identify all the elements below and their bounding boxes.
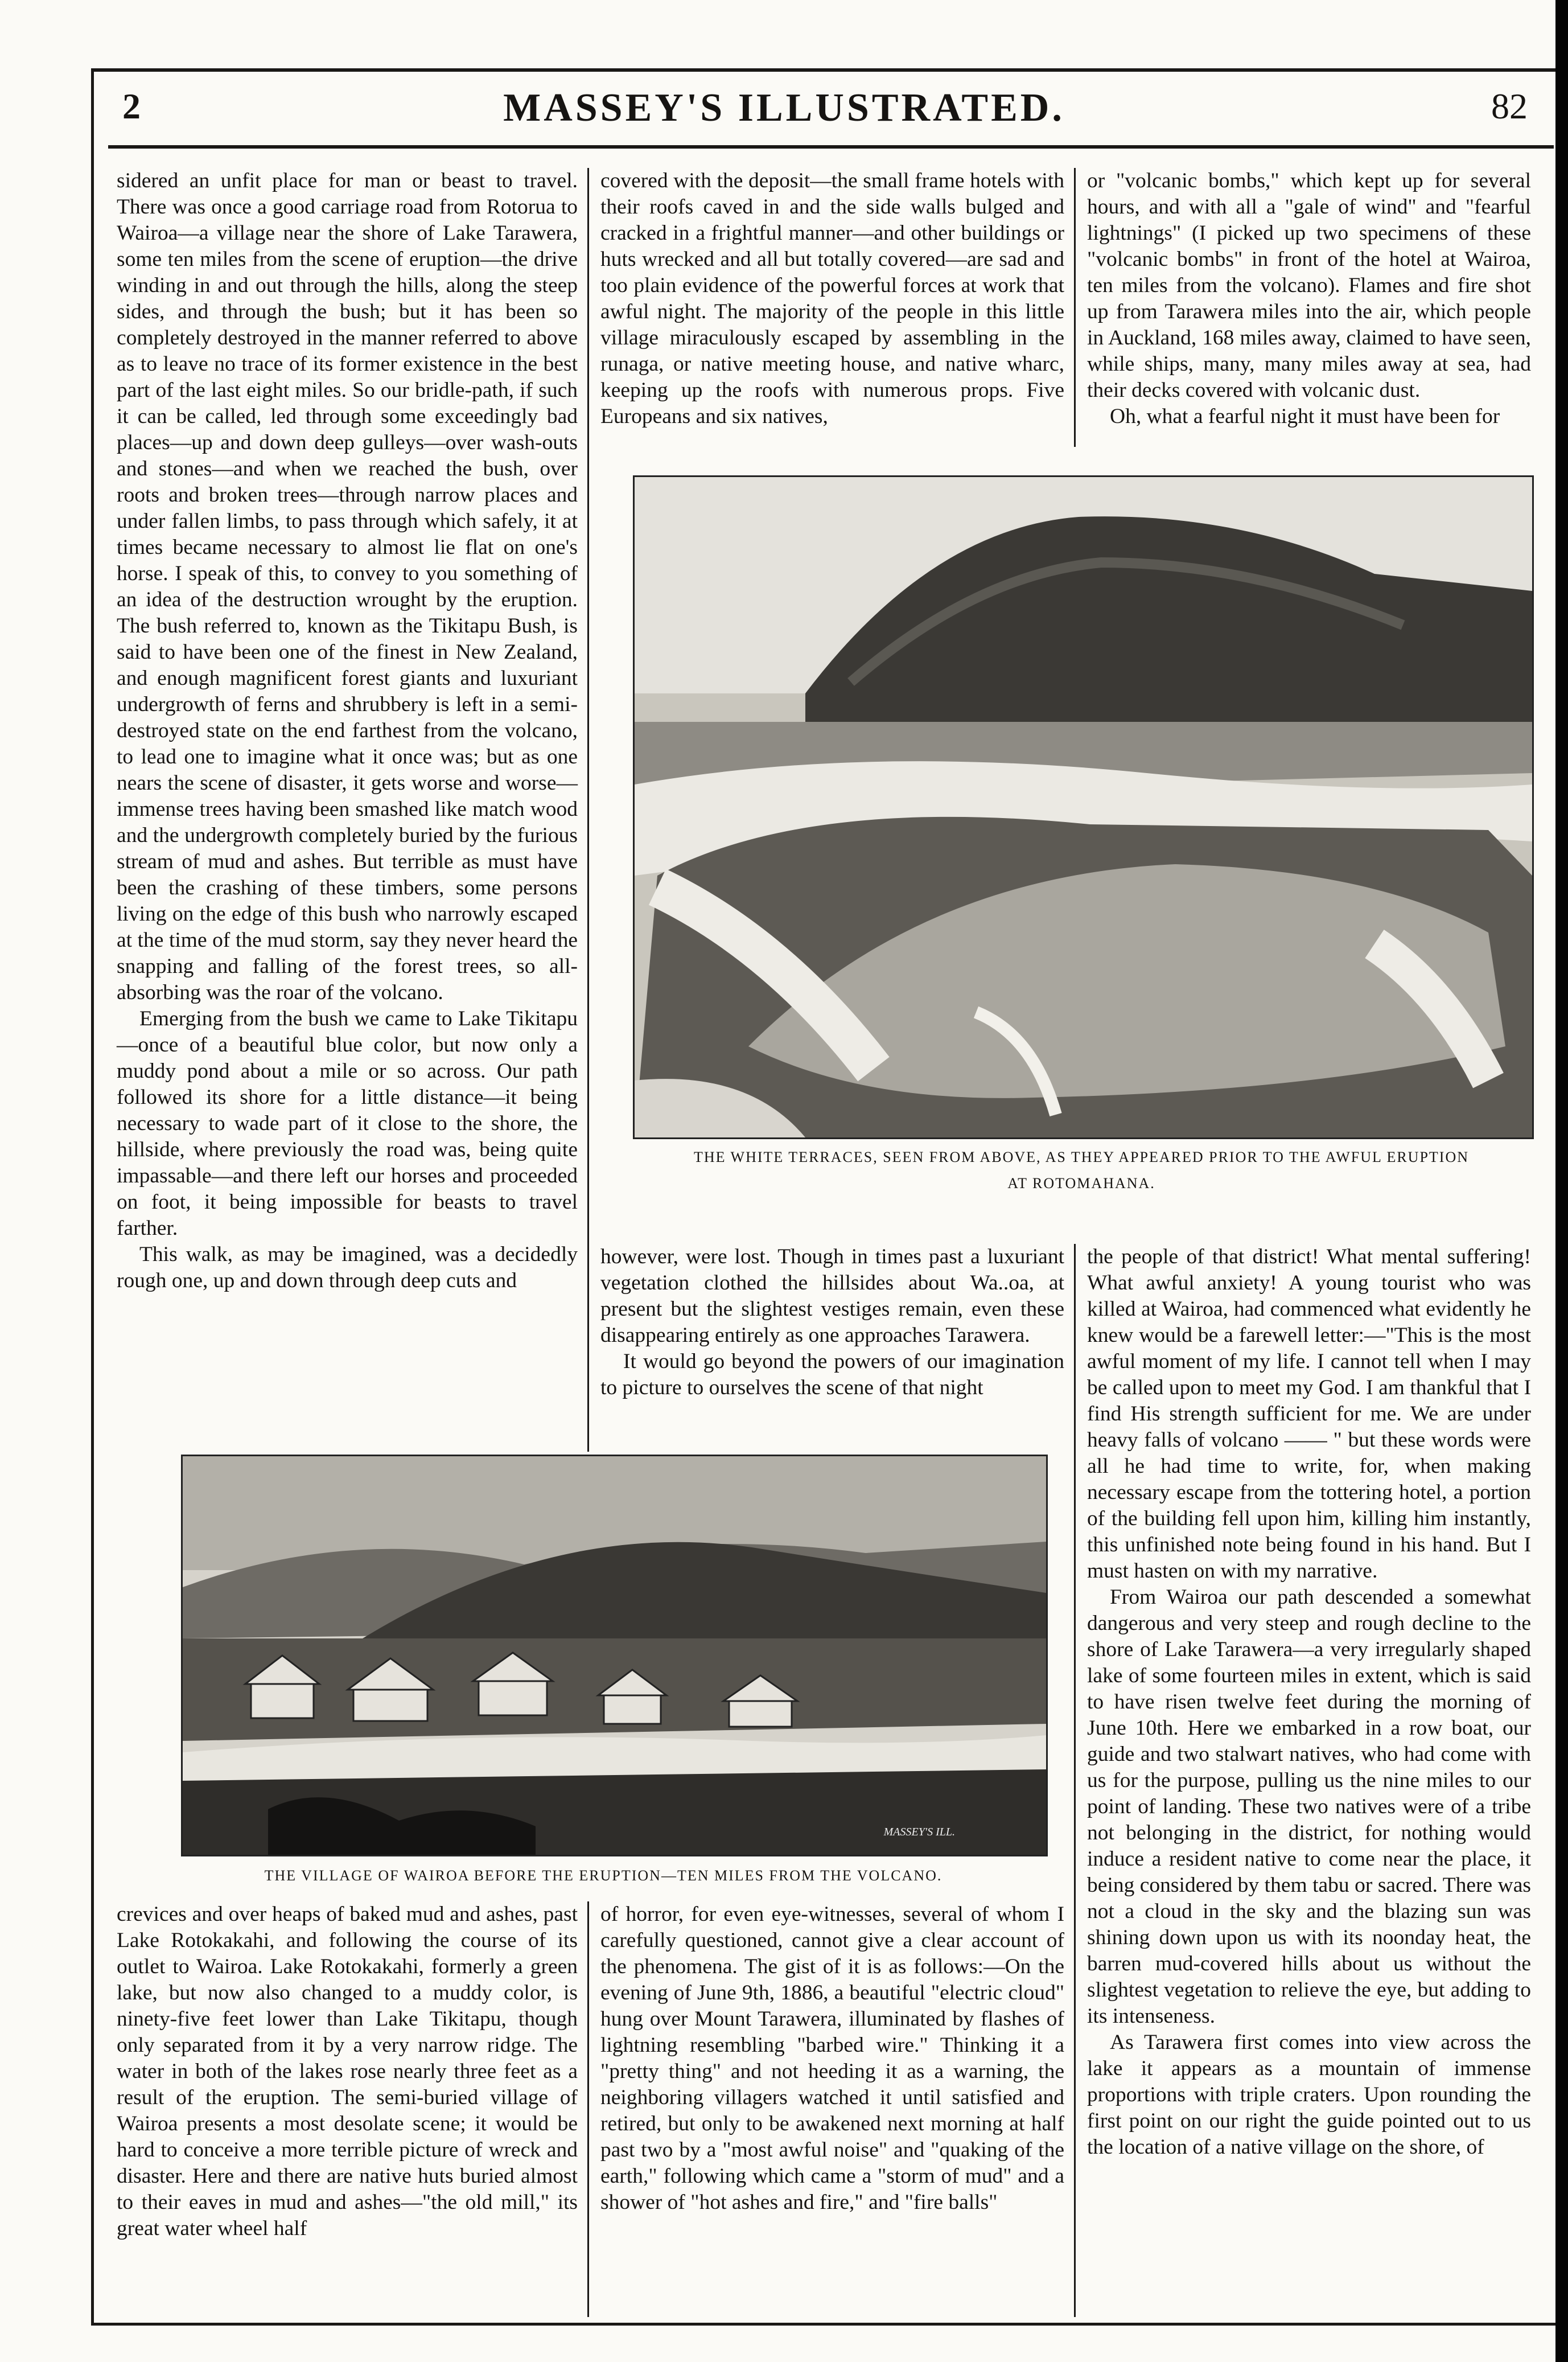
col-divider-1-top [587,168,589,1452]
paragraph: Oh, what a fearful night it must have been for [1110,405,1500,428]
paragraph: or "volcanic bombs," which kept up for several hours, and with all a "gale of wind" and "fearful lightnings" (I picked up two specimens of these "volcanic bombs" in front of the hotel at Wairoa, ten miles from the volcano). Flames and fire shot up from Tarawera miles into the air, which people in Auckland, 168 miles away, claimed to have seen, while ships, many, many miles away at sea, had their decks covered with volcanic dust. [1087,169,1531,402]
left-border-rule [91,68,94,2323]
paragraph: the people of that district! What mental suffering! What awful anxiety! A young tourist who was killed at Wairoa, had commenced what evidently he knew would be a farewell letter:—"This is the most awful moment of my life. I cannot tell when I may be called upon to meet my God. I am thankful that I find His strength sufficient for me. We are under heavy falls of volcano —— " but these words were all he had time to write, for, when making necessary escape from the tottering hotel, a portion of the building fell upon him, killing him instantly, this unfinished note being found in his hand. But I must hasten on with my narrative. [1087,1245,1531,1583]
white-terraces-caption-line-1: THE WHITE TERRACES, SEEN FROM ABOVE, AS THEY APPEARED PRIOR TO THE AWFUL ERUPTION [693,1149,1470,1165]
column-2-bottom [600,1901,1064,2216]
paragraph: It would go beyond the powers of our imagination to picture to ourselves the scene of that night [600,1350,1064,1399]
white-terraces-illustration [635,477,1532,1137]
top-border-rule [91,68,1557,72]
white-terraces-caption-line-2: AT ROTOMAHANA. [1007,1175,1155,1192]
paragraph: crevices and over heaps of baked mud and ashes, past Lake Rotokakahi, and following the course of its outlet to Wairoa. Lake Rotokakahi, formerly a green lake, but now also changed to a muddy color, is ninety-five feet lower than Lake Tikitapu, though only separated from it by a very narrow ridge. The water in both of the lakes rose nearly three feet as a result of the eruption. The semi-buried village of Wairoa presents a most desolate scene; it would be hard to conceive a more terrible picture of wreck and disaster. Here and there are native huts buried almost to their eaves in mud and ashes—"the old mill," its great water wheel half [117,1903,578,2240]
engraver-signature: MASSEY'S ILL. [883,1826,955,1838]
page-number-left: 2 [122,86,141,126]
paragraph: however, were lost. Though in times past a luxuriant vegetation clothed the hillsides about Wa..oa, at present but the slightest vestiges remain, even these disappearing entirely as one approaches Tarawera. [600,1245,1064,1347]
page-number-right: 82 [1491,86,1528,126]
column-1-bottom [117,1901,578,2242]
column-2-top [600,168,1064,430]
paragraph: This walk, as may be imagined, was a decidedly rough one, up and down through deep cuts and [117,1243,578,1292]
paragraph: As Tarawera first comes into view across the lake it appears as a mountain of immense proportions with triple craters. Upon rounding the first point on our right the guide pointed out to us the location of a native village on the shore, of [1087,2031,1531,2159]
paragraph: From Wairoa our path descended a somewhat dangerous and very steep and rough decline to the shore of Lake Tarawera—a very irregularly shaped lake of some fourteen miles in extent, which is said to have risen twelve feet during the morning of June 10th. Here we embarked in a row boat, our guide and two stalwart natives, who had come with us for the purpose, pulling us the nine miles to our point of landing. These two natives were of a tribe not belonging in the district, for nothing would induce a resident native to come near the place, it being considered by them tabu or sacred. There was not a cloud in the sky and the blazing sun was shining down upon us with its noonday heat, the barren mud-covered hills about us without the slightest vegetation to relieve the eye, but adding to its intenseness. [1087,1585,1531,2028]
wairoa-village-caption: THE VILLAGE OF WAIROA BEFORE THE ERUPTION—TEN MILES FROM THE VOLCANO. [264,1867,943,1884]
white-terraces-engraving [633,475,1534,1139]
paragraph: Emerging from the bush we came to Lake Tikitapu—once of a beautiful blue color, but now only a muddy pond about a mile or so across. Our path followed its shore for a little distance—it being necessary to wade part of it close to the shore, the hillside, where previously the road was, being quite impassable—and there left our horses and proceeded on foot, it being impossible for beasts to travel farther. [117,1007,578,1240]
col-divider-1-bottom [587,1901,589,2317]
column-3-top [1087,168,1531,430]
paragraph: covered with the deposit—the small frame hotels with their roofs caved in and the side walls bulged and cracked in a frightful manner—and other buildings or huts wrecked and all but totally covered—are sad and too plain evidence of the powerful forces at work that awful night. The majority of the people in this little village miraculously escaped by assembling in the runaga, or native meeting house, and native wharc, keeping up the roofs with numerous props. Five Europeans and six natives, [600,169,1064,428]
paragraph: of horror, for even eye-witnesses, several of whom I carefully questioned, cannot give a clear account of the phenomena. The gist of it is as follows:—On the evening of June 9th, 1886, a beautiful "electric cloud" hung over Mount Tarawera, illuminated by flashes of lightning resembling "barbed wire." Thinking it a "pretty thing" and not heeding it as a warning, the neighboring villagers watched it until satisfied and retired, but only to be awakened next morning at half past two by a "most awful noise" and "quaking of the earth," following which came a "storm of mud" and a shower of "hot ashes and fire," and "fire balls" [600,1903,1064,2214]
col-divider-2-top [1074,168,1076,447]
column-2-middle [600,1244,1064,1401]
header-rule [108,145,1554,149]
wairoa-village-engraving [181,1455,1048,1856]
column-3-middle [1087,1244,1531,2160]
page-title: MASSEY'S ILLUSTRATED. [503,86,1065,130]
column-1-top [117,168,578,1294]
bottom-border-rule [91,2323,1557,2326]
col-divider-2-bottom [1074,1244,1076,2317]
wairoa-village-illustration [183,1456,1046,1855]
paragraph: sidered an unfit place for man or beast to travel. There was once a good carriage road from Rotorua to Wairoa—a village near the shore of Lake Tarawera, some ten miles from the scene of eruption—the drive winding in and out through the hills, along the steep sides, and through the bush; but it has been so completely destroyed in the manner referred to above as to leave no trace of its former existence in the best part of the last eight miles. So our bridle-path, if such it can be called, led through some exceedingly bad places—up and down deep gulleys—over wash-outs and stones—and when we reached the bush, over roots and broken trees—through narrow places and under fallen limbs, to pass through which safely, it at times became necessary to almost lie flat on one's horse. I speak of this, to convey to you something of an idea of the destruction wrought by the eruption. The bush referred to, known as the Tikitapu Bush, is said to have been one of the finest in New Zealand, and enough magnificent forest giants and luxuriant undergrowth of ferns and shrubbery is left in a semi-destroyed state on the end farthest from the volcano, to lead one to imagine what it once was; but as one nears the scene of disaster, it gets worse and worse—immense trees having been smashed like match wood and the undergrowth completely buried by the furious stream of mud and ashes. But terrible as must have been the crashing of these timbers, some persons living on the edge of this bush who narrowly escaped at the time of the mud storm, say they never heard the snapping and falling of the forest trees, so all-absorbing was the roar of the volcano. [117,169,578,1004]
